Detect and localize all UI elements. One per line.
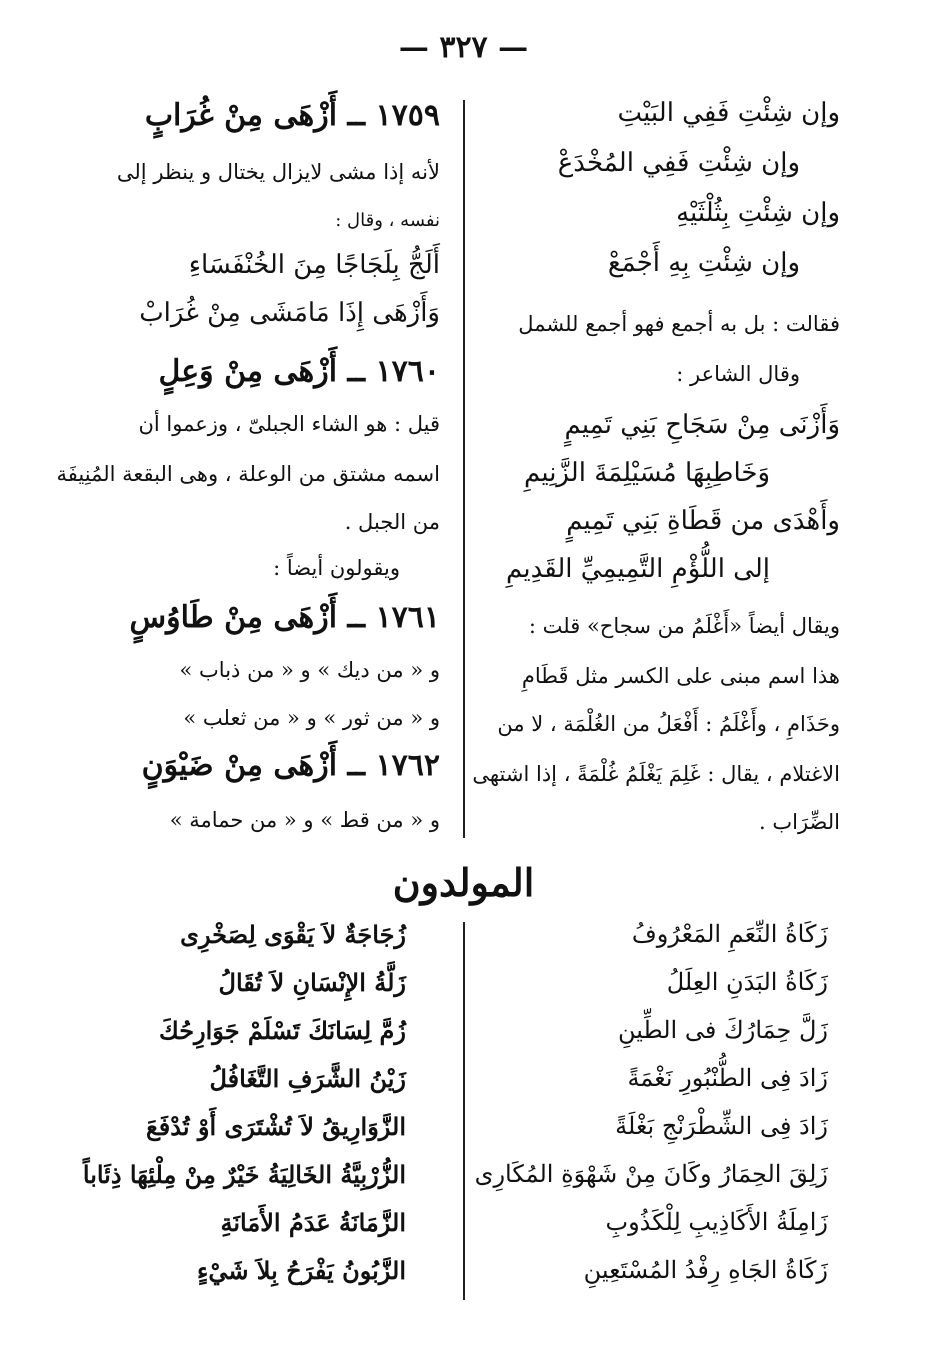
left-line-3: نفسه ، وقال :: [335, 210, 440, 231]
saying-left-3: زُمَّ لِسَانَكَ تَسْلَمْ جَوَارِحُكَ: [158, 1016, 406, 1045]
left-line-7: قيل : هو الشاء الجبلىّ ، وزعموا أن: [138, 412, 440, 436]
left-line-13: و « من ثور » و « من ثعلب »: [183, 706, 440, 730]
right-line-7: وَأَزْنَى مِنْ سَجَاحِ بَنِي تَمِيمٍ: [564, 410, 840, 440]
left-line-4: أَلَجُّ بِلَجَاجًا مِنَ الخُنْفَسَاءِ: [188, 250, 440, 280]
saying-right-6: زَلِقَ الحِمَارُ وكَانَ مِنْ شَهْوَةِ المُكَارِى: [474, 1160, 828, 1188]
right-line-8: وَخَاطِبِهَا مُسَيْلِمَةَ الزَّنِيمِ: [524, 458, 770, 488]
right-line-6: وقال الشاعر :: [676, 362, 800, 386]
page-number: — ٣٢٧ —: [398, 30, 529, 65]
right-line-3: وإن شِئْتِ بِثُلْثَيْهِ: [676, 198, 840, 228]
saying-left-5: الزَّوَارِيقُ لاَ تُشْتَرَى أَوْ تُدْفَعَ: [145, 1112, 406, 1141]
entry-1762-heading: ١٧٦٢ ــ أَزْهَى مِنْ ضَيْوَنٍ: [141, 748, 440, 783]
section-title: المولدون: [392, 860, 535, 905]
saying-right-2: زَكَاةُ البَدَنِ العِلَلُ: [666, 968, 828, 996]
saying-left-8: الزَّبُونُ يَفْرَحُ بِلاَ شَيْءٍ: [197, 1256, 406, 1285]
right-line-5: فقالت : بل به أجمع فهو أجمع للشمل: [518, 312, 840, 336]
saying-right-8: زَكَاةُ الجَاهِ رِفْدُ المُسْتَعِينِ: [583, 1256, 828, 1284]
right-line-10: إلى اللُّؤْمِ التَّمِيمِيِّ القَدِيمِ: [506, 554, 770, 584]
right-line-15: الضِّرَاب .: [759, 810, 840, 834]
right-line-1: وإن شِئْتِ فَفِي البَيْتِ: [617, 98, 840, 128]
left-line-9: من الجبل .: [344, 510, 440, 534]
left-line-12: و « من ديك » و « من ذباب »: [179, 658, 440, 682]
right-line-11: ويقال أيضاً «أَغْلَمُ من سجاح» قلت :: [528, 614, 840, 638]
right-line-4: وإن شِئْتِ بِهِ أَجْمَعْ: [607, 248, 800, 278]
saying-left-2: زَلَّةُ الإِنْسَانِ لاَ تُقَالُ: [218, 968, 406, 997]
saying-left-4: زَيْنُ الشَّرَفِ التَّغَافُلُ: [209, 1064, 406, 1093]
right-line-12: هذا اسم مبنى على الكسر مثل قَطَامِ: [521, 664, 840, 688]
saying-left-7: الزَّمَانَةُ عَدَمُ الأَمَانَةِ: [220, 1208, 406, 1237]
right-line-14: الاغتلام ، يقال : غَلِمَ يَغْلَمُ غُلْمَةً ، إذا اشتهى: [472, 762, 840, 786]
saying-right-1: زَكَاةُ النِّعَمِ المَعْرُوفُ: [631, 920, 828, 948]
saying-right-4: زَادَ فِى الطُّنْبُورِ نَغْمَةً: [627, 1064, 828, 1092]
right-line-9: وأَهْدَى من قَطَاةِ بَنِي تَمِيمٍ: [566, 506, 840, 536]
entry-1759-heading: ١٧٥٩ ــ أَزْهَى مِنْ غُرَابٍ: [144, 98, 440, 133]
left-line-5: وَأَزْهَى إِذَا مَامَشَى مِنْ غُرَابْ: [139, 298, 440, 328]
left-line-15: و « من قط » و « من حمامة »: [169, 808, 440, 832]
column-divider-top: [463, 100, 465, 838]
column-divider-bottom: [463, 922, 465, 1300]
right-line-2: وإن شِئْتِ فَفِي المُخْدَعْ: [557, 148, 800, 178]
right-line-13: وحَذَامِ ، وأَغْلَمُ : أَفْعَلُ من الغُلْمَة ، لا من: [497, 712, 840, 736]
left-line-8: اسمه مشتق من الوعلة ، وهى البقعة المُنِيفَة: [56, 462, 440, 486]
left-line-2: لأنه إذا مشى لايزال يختال و ينظر إلى: [116, 160, 440, 184]
entry-1760-heading: ١٧٦٠ ــ أَزْهَى مِنْ وَعِلٍ: [158, 354, 440, 389]
left-line-10: ويقولون أيضاً :: [273, 556, 400, 580]
saying-left-1: زُجَاجَةٌ لاَ يَقْوَى لِصَخْرِى: [180, 920, 406, 949]
saying-right-7: زَامِلَةُ الأَكَاذِيبِ لِلْكَذُوبِ: [605, 1208, 828, 1236]
entry-1761-heading: ١٧٦١ ــ أَزْهَى مِنْ طَاوُسٍ: [129, 600, 440, 635]
saying-right-3: زَلَّ حِمَارُكَ فى الطِّينِ: [618, 1016, 828, 1044]
saying-left-6: الزُّرْبِيَّةُ الخَالِيَةُ خَيْرٌ مِنْ مِلْئِهَا ذِئَاباً: [82, 1160, 406, 1189]
saying-right-5: زَادَ فِى الشِّطْرَنْجِ بَغْلَةً: [615, 1112, 828, 1140]
